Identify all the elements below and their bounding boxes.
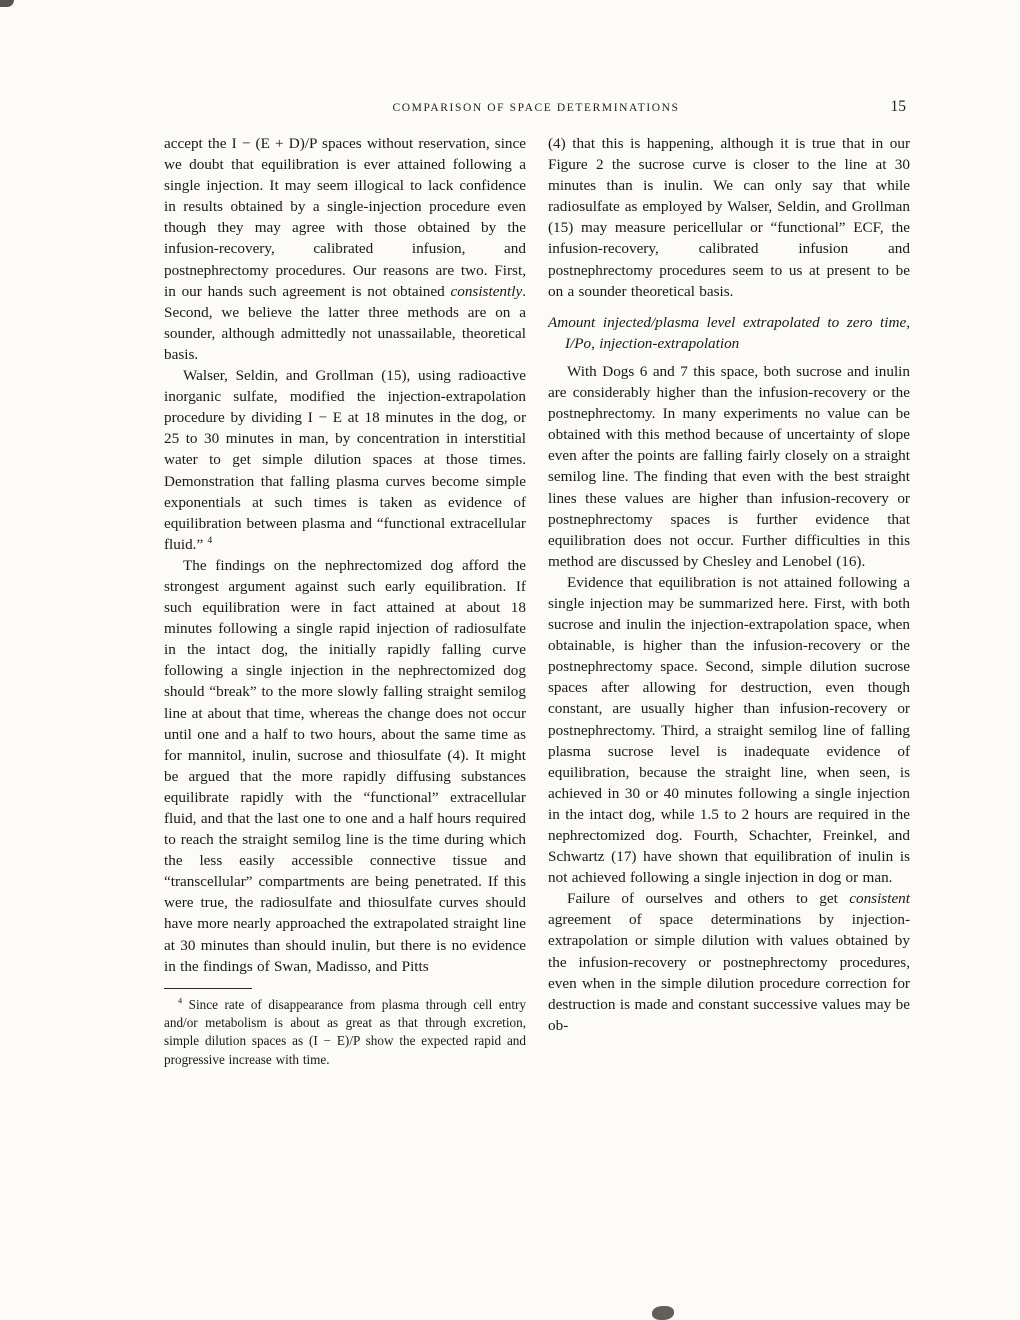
text-segment: agreement of space determinations by injection-extrapolation or simple dilution with values obtained by the infusion-recovery or postnephrectomy procedures, even when in the simple dilution procedure correction for destruction is made and constant successive values may be ob- bbox=[548, 911, 910, 1034]
paragraph bbox=[164, 555, 526, 977]
text-segment: Failure of ourselves and others to get bbox=[567, 890, 850, 908]
right-column bbox=[548, 133, 910, 1069]
text-segment: consistently bbox=[450, 282, 523, 300]
scan-artifact bbox=[0, 0, 14, 7]
paragraph bbox=[548, 888, 910, 1036]
text-columns bbox=[164, 133, 910, 1069]
paragraph bbox=[164, 133, 526, 365]
paragraph bbox=[548, 572, 910, 888]
footnote-rule bbox=[164, 988, 252, 989]
paragraph bbox=[548, 361, 910, 572]
text-segment: The findings on the nephrectomized dog afford the strongest argument against such early equilibration. If such equilibration were in fact attained at about 18 minutes following a single rapid injection of radiosulfate in the intact dog, the initially rapidly falling curve following a single injection in the nephrectomized dog should “break” to the more slowly falling straight semilog line at about that time, whereas the change does not occur until one and a half to two hours, about the same time as for mannitol, inulin, sucrose and thiosulfate (4). It might be argued that the more rapidly diffusing substances equilibrate rapidly with the “functional” extracellular fluid, and that the last one to one and a half hours required to reach the straight semilog line is the time during which the less easily accessible connective tissue and “transcellular” compartments are being penetrated. If this were true, the radiosulfate and thiosulfate curves should have more nearly approached the extrapolated straight line at 30 minutes than should inulin, but there is no evidence in the findings of Swan, Madisso, and Pitts bbox=[164, 556, 526, 975]
paragraph bbox=[164, 365, 526, 555]
text-segment: (4) that this is happening, although it is true that in our Figure 2 the sucrose curve is closer to the line at 30 minutes than is inulin. We can only say that while radiosulfate as employed by Walser, Seldin, and Grollman (15) may measure pericellular or “functional” ECF, the infusion-recovery, calibrated infusion and postnephrectomy procedures seem to us at present to be on a sounder theoretical basis. bbox=[548, 135, 910, 300]
footnote bbox=[164, 996, 526, 1069]
text-segment: consistent bbox=[849, 890, 910, 908]
footnote-marker: 4 bbox=[178, 996, 183, 1006]
text-segment: With Dogs 6 and 7 this space, both sucrose and inulin are considerably higher than the infusion-recovery or the postnephrectomy. In many experiments no value can be obtained with this method because of uncertainty of slope even after the points are falling fairly closely on a straight semilog line. The finding that even with the best straight lines these values are higher than infusion-recovery or postnephrectomy spaces is further evidence that equilibration does not occur. Further difficulties in this method are discussed by Chesley and Lenobel (16). bbox=[548, 362, 910, 570]
text-segment: Walser, Seldin, and Grollman (15), using radioactive inorganic sulfate, modified the injection-extrapolation procedure by dividing I − E at 18 minutes in the dog, or 25 to 30 minutes in man, by concentration in interstitial water to get simple dilution spaces at those times. Demonstration that falling plasma curves become simple exponentials at such times is taken as evidence of equilibration between plasma and “functional extracellular fluid.” bbox=[164, 367, 526, 553]
text-segment: . Second, we believe the latter three methods are on a sounder, although admittedly not unassailable, theoretical basis. bbox=[164, 282, 526, 363]
paragraph bbox=[548, 133, 910, 302]
text-segment: accept the I − (E + D)/P spaces without reservation, since we doubt that equilibration is ever attained following a single injection. It may seem illogical to lack confidence in results obtained by a single-injection procedure even though they may agree with those obtained by the infusion-recovery, calibrated infusion, and postnephrectomy procedures. Our reasons are two. First, in our hands such agreement is not obtained bbox=[164, 135, 526, 300]
page-number: 15 bbox=[890, 98, 906, 115]
left-column bbox=[164, 133, 526, 1069]
text-segment: Since rate of disappearance from plasma through cell entry and/or metabolism is about as great as that through excretion, simple dilution spaces as (I − E)/P show the expected rapid and progressive increase with time. bbox=[164, 996, 526, 1067]
section-heading bbox=[548, 312, 910, 354]
running-head bbox=[164, 98, 908, 122]
text-segment: Evidence that equilibration is not attained following a single injection may be summarized here. First, with both sucrose and inulin the injection-extrapolation space, when obtainable, is higher than the infusion-recovery or the postnephrectomy space. Second, simple dilution sucrose spaces after allowing for destruction, even though constant, are usually higher than infusion-recovery or postnephrectomy. Third, a straight semilog line of falling plasma sucrose level is inadequate evidence of equilibration, because the straight line, when seen, is achieved in 30 or 40 minutes following a single injection in the intact dog, while 1.5 to 2 hours are required in the nephrectomized dog. Fourth, Schachter, Freinkel, and Schwartz (17) have shown that equilibration of inulin is not achieved following a single injection in dog or man. bbox=[548, 573, 910, 887]
footnote-marker: 4 bbox=[207, 535, 213, 546]
text-segment: Amount injected/plasma level extrapolated to zero time, I/Po, injection-extrapolation bbox=[548, 313, 910, 352]
running-head-title: COMPARISON OF SPACE DETERMINATIONS bbox=[392, 102, 680, 114]
scan-artifact bbox=[652, 1306, 674, 1320]
